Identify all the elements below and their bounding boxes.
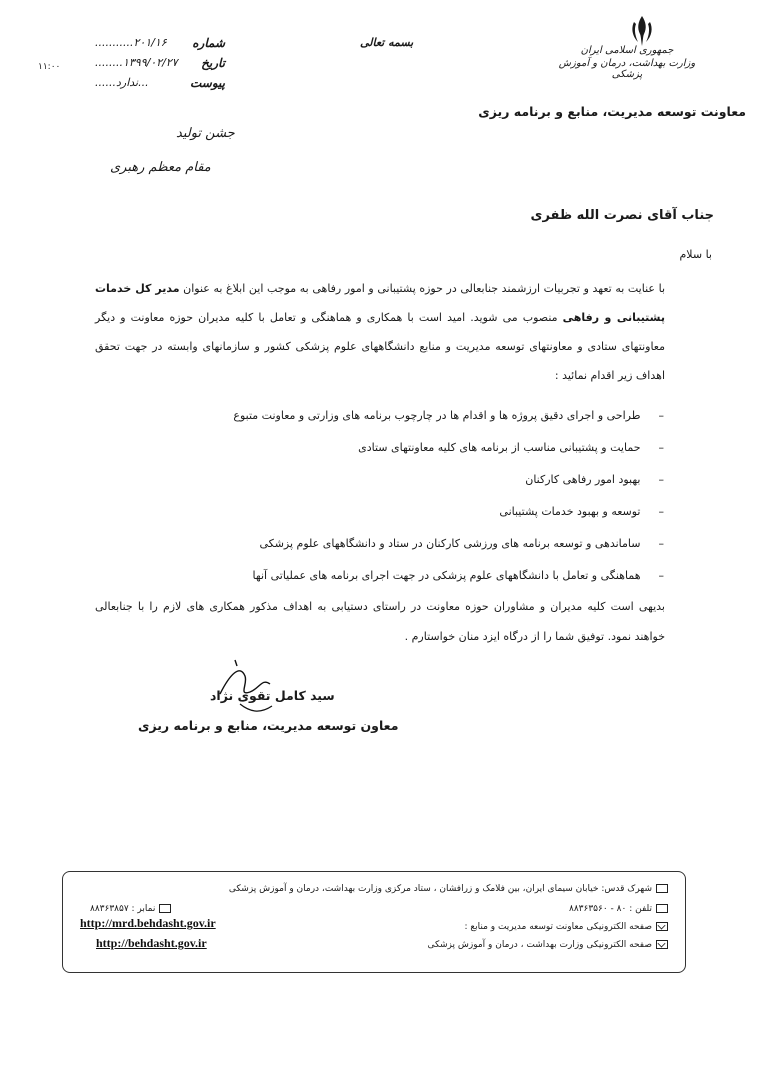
- footer-web-ministry-label: صفحه الکترونیکی وزارت بهداشت ، درمان و آموزش پزشکی: [427, 940, 652, 950]
- fax-icon: [159, 904, 171, 913]
- footer-web-dept-label: صفحه الکترونیکی معاونت توسعه مدیریت و منابع :: [464, 922, 652, 932]
- meta-value: ...ندارد......: [95, 76, 149, 89]
- meta-value: ........۱۳۹۹/۰۲/۲۷: [95, 56, 178, 69]
- appointed-position: مدیر کل خدمات پشتیبانی و رفاهی: [95, 282, 665, 324]
- envelope-icon: [656, 940, 668, 949]
- paragraph-intro: با عنایت به تعهد و تجربیات ارزشمند جنابعالی در حوزه پشتیبانی و امور رفاهی به موجب این ابلاغ به عنوان: [183, 282, 666, 295]
- footer-web-dept: [464, 922, 668, 932]
- invocation: بسمه تعالی: [360, 36, 414, 49]
- location-icon: [656, 884, 668, 893]
- ministry-name-line2: وزارت بهداشت، درمان و آموزش پزشکی: [558, 58, 696, 80]
- meta-number: [95, 36, 225, 56]
- meta-label: شماره: [192, 36, 225, 50]
- paragraph-continuation: منصوب می شوید. امید است با همکاری و هماهنگی و تعامل با کلیه مدیران حوزه معاونت و دیگر معاونتهای ستادی و معاونتهای توسعه مدیریت و منابع دانشگاههای علوم پزشکی کشور و سازمانهای وابسته در جهت تحقق اهداف زیر اقدام نمائید :: [95, 311, 665, 382]
- signature-scribble-icon: [210, 654, 280, 718]
- meta-date: [95, 56, 225, 76]
- envelope-icon: [656, 922, 668, 931]
- signer-title: معاون توسعه مدیریت، منابع و برنامه ریزی: [138, 718, 399, 733]
- footer-fax: [90, 904, 171, 914]
- department-name: معاونت توسعه مدیریت، منابع و برنامه ریزی: [478, 104, 746, 119]
- phone-icon: [656, 904, 668, 913]
- meta-value: ...........۲۰۱/۱۶: [95, 36, 167, 49]
- handwritten-note-attribution: مقام معظم رهبری: [110, 160, 211, 175]
- letter-meta: [95, 36, 225, 96]
- salutation: با سلام: [679, 248, 712, 261]
- side-number: ۱۱:۰۰: [38, 62, 61, 72]
- dept-website-link[interactable]: http://mrd.behdasht.gov.ir: [80, 916, 216, 930]
- handwritten-note-slogan: جشن تولید: [176, 126, 235, 141]
- goals-list: [100, 400, 664, 592]
- footer-phone-text: تلفن : ۸۰ - ۸۸۳۶۳۵۶۰: [569, 904, 652, 914]
- meta-attachment: [95, 76, 225, 96]
- letter-paragraph: [95, 274, 665, 390]
- footer-web-ministry: [428, 940, 668, 950]
- iran-emblem-icon: [628, 14, 656, 48]
- recipient: جناب آقای نصرت الله ظفری: [530, 208, 714, 223]
- footer-phone: [569, 904, 668, 914]
- meta-label: پیوست: [190, 76, 225, 90]
- goal-item: – بهبود امور رفاهی کارکنان: [100, 464, 664, 496]
- goal-item: – طراحی و اجرای دقیق پروژه ها و اقدام ها در چارچوب برنامه های وزارتی و معاونت متبوع: [100, 400, 664, 432]
- ministry-website-link[interactable]: http://behdasht.gov.ir: [96, 936, 207, 950]
- footer-address-text: شهرک قدس: خیابان سیمای ایران، بین فلامک و زرافشان ، ستاد مرکزی وزارت بهداشت، درمان و آموزش پزشکی: [228, 884, 652, 894]
- goal-item: – ساماندهی و توسعه برنامه های ورزشی کارکنان در ستاد و دانشگاههای علوم پزشکی: [100, 528, 664, 560]
- meta-label: تاریخ: [201, 56, 225, 70]
- footer-fax-text: نمابر : ۸۸۳۶۳۸۵۷: [90, 904, 156, 914]
- ministry-name-line1: جمهوری اسلامی ایران: [580, 45, 674, 56]
- goal-item: – هماهنگی و تعامل با دانشگاههای علوم پزشکی در جهت اجرای برنامه های عملیاتی آنها: [100, 560, 664, 592]
- goal-item: – توسعه و بهبود خدمات پشتیبانی: [100, 496, 664, 528]
- footer-address: [229, 884, 668, 894]
- closing-paragraph: بدیهی است کلیه مدیران و مشاوران حوزه معاونت در راستای دستیابی به اهداف مذکور همکاری های لازم را با جنابعالی خواهند نمود. توفیق شما را از درگاه ایزد منان خواستارم .: [95, 600, 665, 643]
- signer-name: سید کامل تقوی نژاد: [210, 688, 335, 703]
- goal-item: – حمایت و پشتیبانی مناسب از برنامه های کلیه معاونتهای ستادی: [100, 432, 664, 464]
